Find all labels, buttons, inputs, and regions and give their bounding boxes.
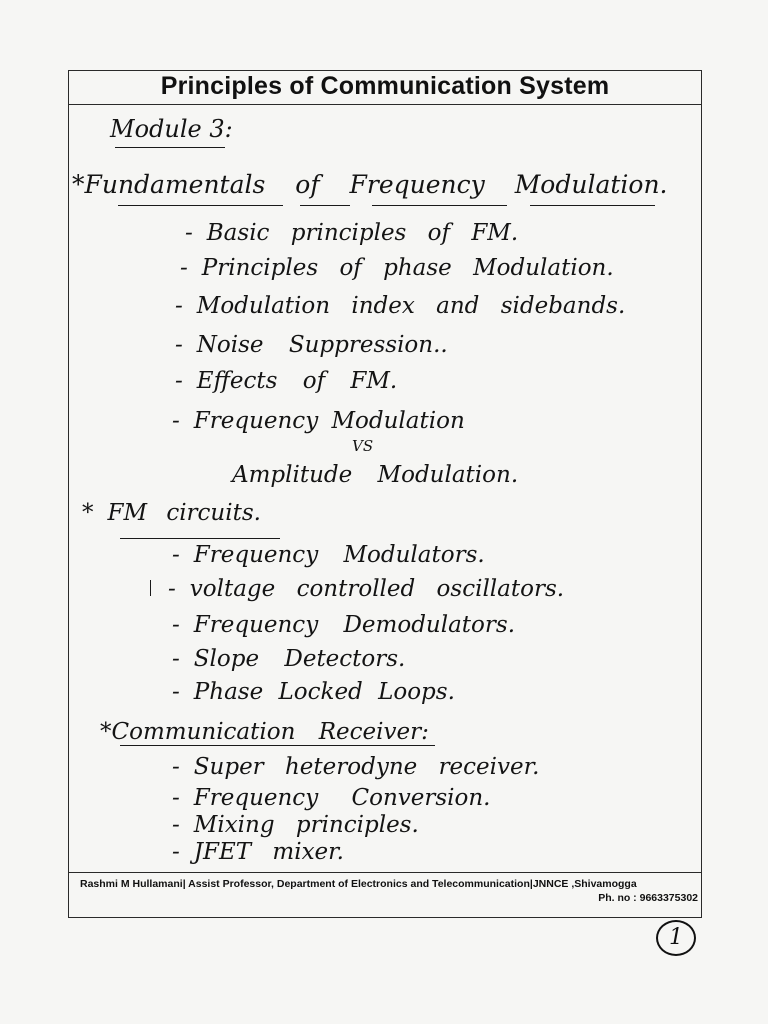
page-title: Principles of Communication System (160, 72, 610, 100)
section-heading-text: FM circuits. (107, 500, 261, 526)
list-marker: - (185, 220, 193, 246)
list-item-text: Basic principles of FM. (206, 220, 519, 246)
list-item-text: Noise Suppression.. (196, 332, 448, 358)
list-item-text: Effects of FM. (196, 368, 398, 394)
module-heading-underline (115, 147, 225, 148)
list-item (168, 574, 564, 604)
section-heading-fm-fundamentals (72, 170, 668, 200)
list-item (172, 783, 490, 813)
list-item-text: JFET mixer. (193, 839, 344, 865)
list-marker: - (172, 785, 180, 811)
list-item-text: Frequency Conversion. (193, 785, 491, 811)
heading-underline (372, 205, 507, 206)
list-item (175, 291, 625, 321)
section-marker: * (72, 170, 85, 199)
heading-underline (120, 538, 280, 539)
list-item (172, 752, 539, 782)
section-heading-text: Communication Receiver: (111, 719, 429, 745)
heading-underline (120, 745, 435, 746)
list-item-text: Principles of phase Modulation. (201, 255, 614, 281)
list-item (172, 810, 419, 840)
list-marker: - (172, 408, 180, 434)
list-item-text: Slope Detectors. (193, 646, 406, 672)
footer-phone: Ph. no : 9663375302 (598, 892, 698, 904)
section-marker: * (100, 719, 112, 745)
list-item-text: Super heterodyne receiver. (193, 754, 540, 780)
heading-underline (300, 205, 350, 206)
list-marker: - (172, 542, 180, 568)
list-item (180, 253, 614, 283)
module-heading: Module 3: (110, 115, 233, 143)
footer-author-line: Rashmi M Hullamani| Assist Professor, Department of Electronics and Telecommunication|JNNCE ,Shivamogga (80, 878, 637, 890)
list-item (172, 837, 344, 867)
section-heading-communication-receiver (100, 717, 429, 747)
list-marker: - (172, 839, 180, 865)
list-marker: - (172, 679, 180, 705)
list-item (172, 406, 465, 436)
vs-label: VS (352, 437, 374, 455)
list-item (175, 366, 397, 396)
list-item (172, 540, 485, 570)
list-item-text: Modulation index and sidebands. (196, 293, 626, 319)
stray-mark (150, 580, 151, 596)
list-marker: - (168, 576, 176, 602)
list-marker: - (172, 812, 180, 838)
section-marker: * (82, 500, 94, 526)
list-item-text: Phase Locked Loops. (193, 679, 455, 705)
list-item (172, 644, 405, 674)
list-marker: - (175, 293, 183, 319)
list-item (175, 330, 448, 360)
title-divider (68, 104, 702, 105)
list-marker: - (172, 612, 180, 638)
heading-underline (118, 205, 283, 206)
list-item-text: Mixing principles. (193, 812, 419, 838)
page-number: 1 (656, 920, 696, 956)
list-marker: - (175, 332, 183, 358)
list-marker: - (175, 368, 183, 394)
section-heading-fm-circuits (82, 498, 261, 528)
heading-underline (530, 205, 655, 206)
list-item (185, 218, 518, 248)
section-heading-text: Fundamentals of Frequency Modulation. (84, 170, 668, 199)
list-item-continuation: Amplitude Modulation. (232, 462, 519, 488)
list-marker: - (180, 255, 188, 281)
list-item-text: voltage controlled oscillators. (189, 576, 565, 602)
list-marker: - (172, 646, 180, 672)
list-marker: - (172, 754, 180, 780)
list-item-text: Frequency Demodulators. (193, 612, 516, 638)
list-item-text: Frequency Modulators. (193, 542, 485, 568)
list-item (172, 610, 515, 640)
list-item (172, 677, 455, 707)
list-item-text: Frequency Modulation (193, 408, 465, 434)
footer-divider (68, 872, 702, 873)
